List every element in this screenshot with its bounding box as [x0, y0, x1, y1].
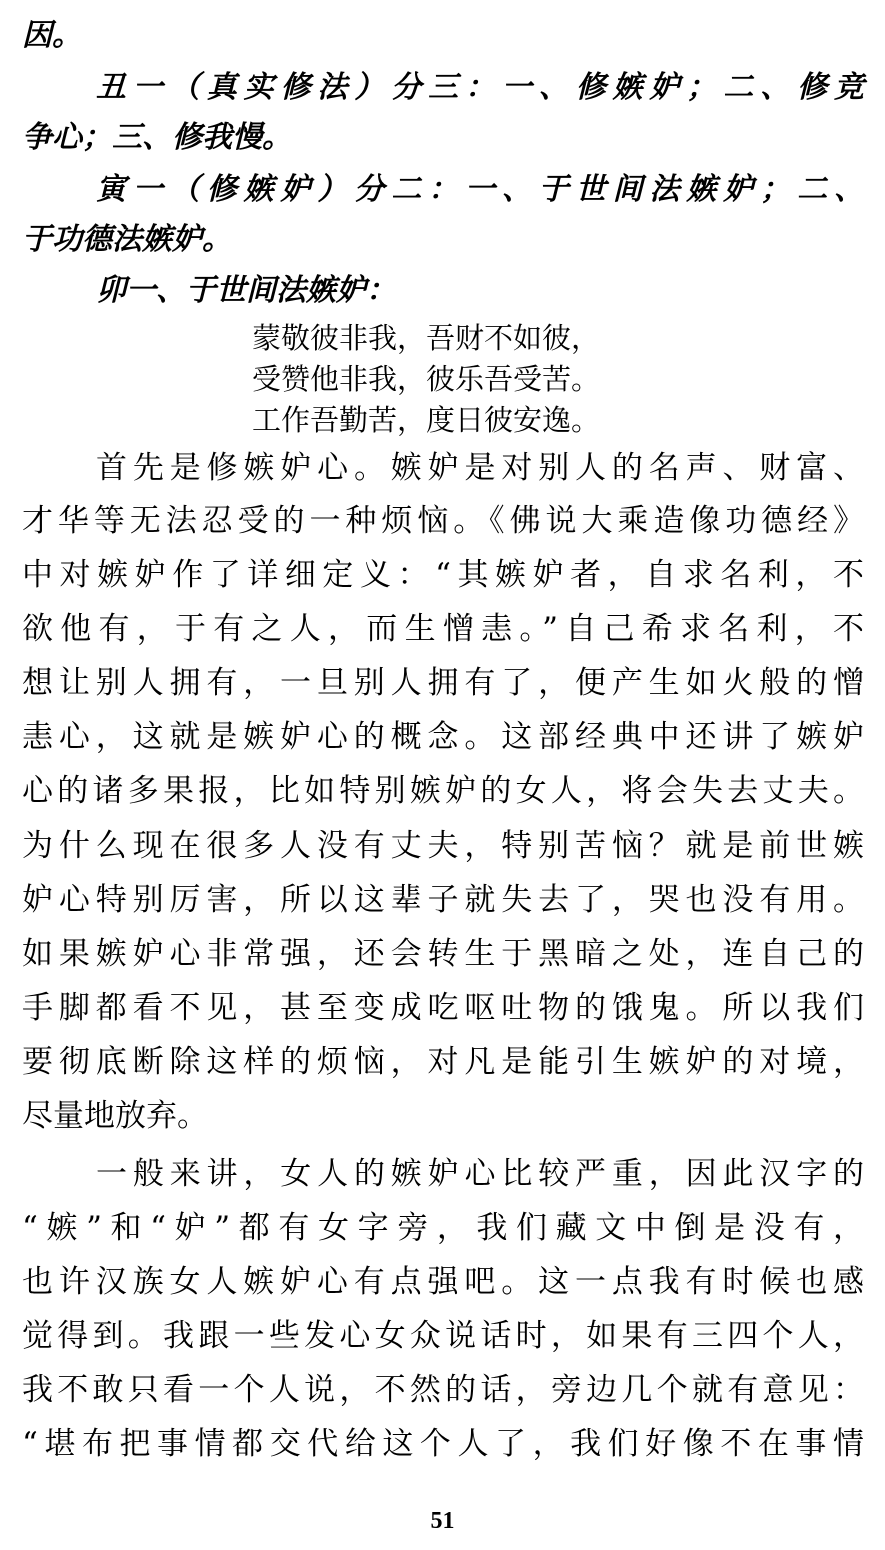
outline-heading-yin-1: 寅一（修嫉妒）分二：一、于世间法嫉妒；二、 [96, 172, 864, 207]
paragraph-line: 心的诸多果报，比如特别嫉妒的女人，将会失去丈夫。 [22, 773, 864, 809]
paragraph-line: 首先是修嫉妒心。嫉妒是对别人的名声、财富、 [96, 450, 864, 486]
verse-line: 工作吾勤苦，度日彼安逸。 [252, 405, 601, 437]
paragraph-line: 尽量地放弃。 [22, 1098, 208, 1134]
paragraph-line: 中对嫉妒作了详细定义：“其嫉妒者，自求名利，不 [22, 557, 864, 593]
paragraph-line: 一般来讲，女人的嫉妒心比较严重，因此汉字的 [96, 1156, 864, 1192]
paragraph-line: 手脚都看不见，甚至变成吃呕吐物的饿鬼。所以我们 [22, 990, 864, 1026]
paragraph-line: “嫉”和“妒”都有女字旁，我们藏文中倒是没有， [22, 1210, 864, 1246]
heading-continuation: 因。 [22, 18, 82, 53]
paragraph-line: 想让别人拥有，一旦别人拥有了，便产生如火般的憎 [22, 665, 864, 701]
verse-line: 受赞他非我，彼乐吾受苦。 [252, 364, 601, 396]
paragraph-line: 觉得到。我跟一些发心女众说话时，如果有三四个人， [22, 1318, 864, 1354]
outline-heading-chou-1-cont: 争心；三、修我慢。 [22, 120, 292, 155]
outline-heading-chou-1: 丑一（真实修法）分三：一、修嫉妒；二、修竞 [96, 70, 864, 105]
paragraph-line: 欲他有，于有之人，而生憎恚。”自己希求名利，不 [22, 611, 864, 647]
paragraph-line: 也许汉族女人嫉妒心有点强吧。这一点我有时候也感 [22, 1264, 864, 1300]
paragraph-line: 才华等无法忍受的一种烦恼。《佛说大乘造像功德经》 [22, 503, 864, 539]
paragraph-line: 如果嫉妒心非常强，还会转生于黑暗之处，连自己的 [22, 936, 864, 972]
outline-heading-mao-1: 卯一、于世间法嫉妒： [96, 273, 396, 308]
paragraph-line: 我不敢只看一个人说，不然的话，旁边几个就有意见： [22, 1372, 864, 1408]
paragraph-line: 妒心特别厉害，所以这辈子就失去了，哭也没有用。 [22, 882, 864, 918]
outline-heading-yin-1-cont: 于功德法嫉妒。 [22, 222, 232, 257]
paragraph-line: 要彻底断除这样的烦恼，对凡是能引生嫉妒的对境， [22, 1044, 864, 1080]
page-number: 51 [430, 1508, 455, 1534]
paragraph-line: 恚心，这就是嫉妒心的概念。这部经典中还讲了嫉妒 [22, 719, 864, 755]
paragraph-line: 为什么现在很多人没有丈夫，特别苦恼？就是前世嫉 [22, 828, 864, 864]
verse-line: 蒙敬彼非我，吾财不如彼， [252, 323, 601, 355]
paragraph-line: “堪布把事情都交代给这个人了，我们好像不在事情 [22, 1426, 864, 1462]
